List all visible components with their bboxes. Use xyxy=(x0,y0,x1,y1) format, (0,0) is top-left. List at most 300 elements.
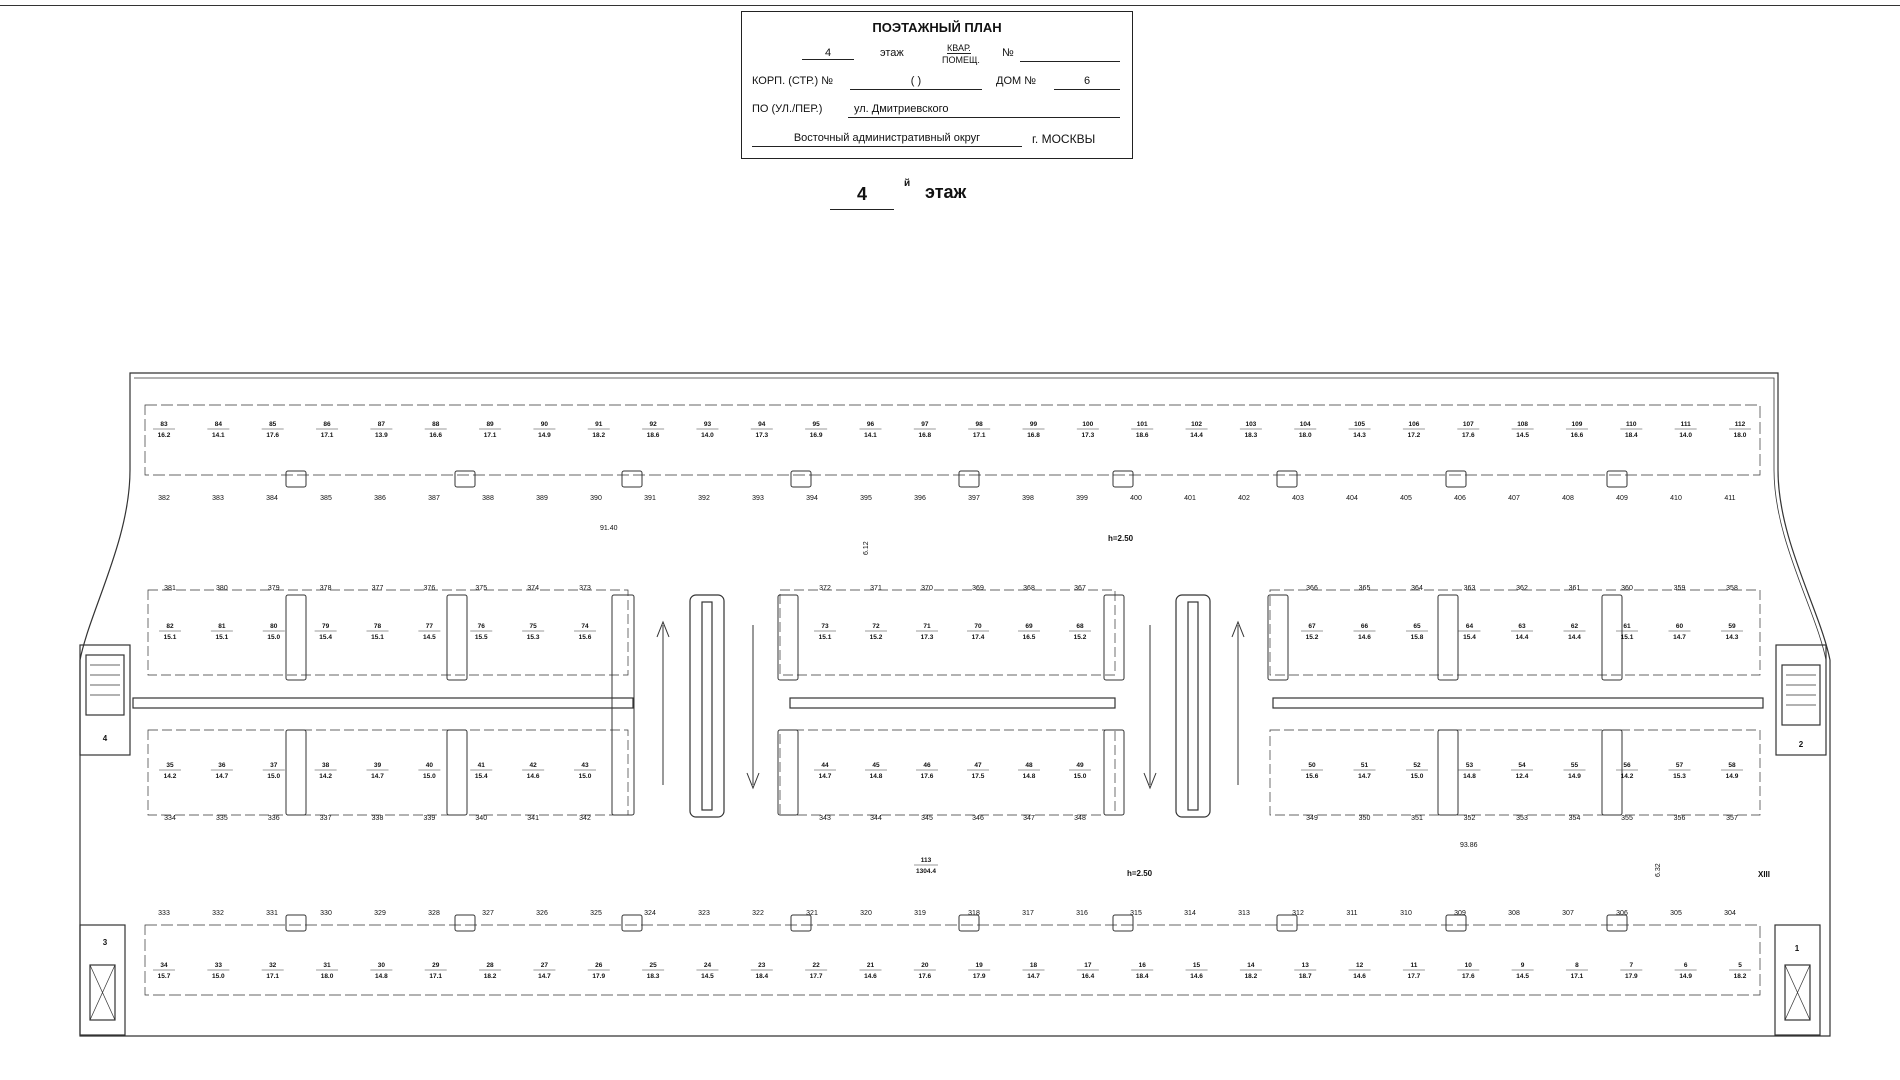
place-mid-lower-1: 335 xyxy=(216,815,228,822)
pier-8 xyxy=(286,730,306,815)
place-top-5: 387 xyxy=(428,495,440,502)
space-bottom-16-number: 18 xyxy=(1029,962,1038,969)
space-mid-lower-2-number: 37 xyxy=(270,762,278,769)
space-top-18-area: 18.6 xyxy=(1135,432,1149,439)
place-mid-upper-16: 365 xyxy=(1358,585,1371,592)
lift-right xyxy=(1775,925,1820,1035)
place-mid-lower-8: 342 xyxy=(579,815,591,822)
space-bottom-7-area: 14.7 xyxy=(538,973,551,980)
place-mid-upper-9: 372 xyxy=(819,585,831,592)
space-mid-lower-9-area: 14.7 xyxy=(818,773,832,780)
place-mid-upper-22: 359 xyxy=(1673,585,1686,592)
place-bottom-13: 320 xyxy=(860,910,872,917)
place-top-23: 405 xyxy=(1400,495,1412,502)
stamp-title: ПОЭТАЖНЫЙ ПЛАН xyxy=(872,20,1002,35)
place-top-3: 385 xyxy=(320,495,332,502)
space-mid-upper-6-area: 15.5 xyxy=(474,634,488,641)
space-mid-lower-3-number: 38 xyxy=(322,762,330,769)
place-top-13: 395 xyxy=(860,495,872,502)
space-top-20-area: 18.3 xyxy=(1244,432,1258,439)
space-top-21-number: 104 xyxy=(1299,421,1311,428)
place-mid-upper-1: 380 xyxy=(216,585,228,592)
place-mid-upper-5: 376 xyxy=(423,585,436,592)
space-mid-lower-7-area: 14.6 xyxy=(526,773,540,780)
place-bottom-4: 329 xyxy=(374,910,386,917)
place-mid-lower-3: 337 xyxy=(319,815,332,822)
space-mid-upper-5-number: 77 xyxy=(425,623,433,630)
place-mid-upper-4: 377 xyxy=(371,585,384,592)
space-mid-lower-6-number: 41 xyxy=(477,762,485,769)
column-bottom-4 xyxy=(959,915,979,931)
space-mid-upper-0-number: 82 xyxy=(166,623,174,630)
space-mid-lower-23-area: 14.9 xyxy=(1725,773,1739,780)
space-mid-lower-20-number: 55 xyxy=(1570,762,1579,769)
space-top-7-area: 14.9 xyxy=(538,432,551,439)
space-mid-upper-9-area: 15.1 xyxy=(818,634,832,641)
space-mid-upper-4-number: 78 xyxy=(373,623,382,630)
ramp-left xyxy=(690,595,724,817)
space-bottom-0-area: 15.7 xyxy=(157,973,171,980)
place-mid-lower-18: 352 xyxy=(1463,815,1476,822)
stamp-number-sign: № xyxy=(1002,47,1014,59)
column-top-6 xyxy=(1277,471,1297,487)
place-mid-lower-10: 344 xyxy=(870,815,882,822)
place-bottom-12: 321 xyxy=(806,910,818,917)
space-mid-upper-16-area: 14.6 xyxy=(1358,634,1371,641)
space-bottom-23-area: 17.7 xyxy=(1407,973,1421,980)
space-mid-upper-20-number: 62 xyxy=(1570,623,1579,630)
stamp-kvar-bottom: ПОМЕЩ. xyxy=(942,55,980,65)
column-bottom-8 xyxy=(1607,915,1627,931)
place-top-24: 406 xyxy=(1454,495,1466,502)
space-bottom-29-area: 18.2 xyxy=(1733,973,1747,980)
place-bottom-24: 309 xyxy=(1454,910,1466,917)
place-bottom-26: 307 xyxy=(1562,910,1574,917)
place-bottom-1: 332 xyxy=(212,910,224,917)
place-mid-lower-16: 350 xyxy=(1358,815,1371,822)
space-bottom-21-area: 18.7 xyxy=(1298,973,1312,980)
space-top-27-number: 110 xyxy=(1626,421,1637,428)
space-mid-lower-21-number: 56 xyxy=(1623,762,1631,769)
space-bottom-16-area: 14.7 xyxy=(1027,973,1040,980)
top-parking-zone xyxy=(145,405,1760,475)
place-mid-lower-4: 338 xyxy=(371,815,384,822)
area-right-label: 93.86 xyxy=(1460,842,1478,849)
place-mid-lower-9: 343 xyxy=(819,815,831,822)
space-bottom-4-area: 14.8 xyxy=(375,973,388,980)
place-top-17: 399 xyxy=(1076,495,1088,502)
space-bottom-8-number: 26 xyxy=(595,962,603,969)
place-top-14: 396 xyxy=(914,495,926,502)
space-bottom-10-number: 24 xyxy=(703,962,712,969)
space-mid-upper-21-area: 15.1 xyxy=(1620,634,1634,641)
space-top-0-number: 83 xyxy=(160,421,168,428)
space-top-22-area: 14.3 xyxy=(1353,432,1366,439)
space-top-1-number: 84 xyxy=(214,421,222,428)
column-top-0 xyxy=(286,471,306,487)
space-top-10-number: 93 xyxy=(703,421,712,428)
space-top-4-number: 87 xyxy=(377,421,385,428)
space-top-10-area: 14.0 xyxy=(701,432,714,439)
space-top-23-number: 106 xyxy=(1408,421,1420,428)
space-top-19-area: 14.4 xyxy=(1190,432,1203,439)
place-mid-upper-23: 358 xyxy=(1726,585,1738,592)
floor-heading-word: этаж xyxy=(925,182,967,202)
space-top-25-number: 108 xyxy=(1517,421,1529,428)
pier-1 xyxy=(447,595,467,680)
space-top-2-number: 85 xyxy=(269,421,277,428)
space-bottom-19-number: 15 xyxy=(1192,962,1201,969)
place-top-4: 386 xyxy=(374,495,386,502)
space-top-29-number: 112 xyxy=(1734,421,1746,428)
place-top-7: 389 xyxy=(536,495,548,502)
space-mid-upper-15-number: 67 xyxy=(1308,623,1316,630)
space-mid-lower-4-number: 39 xyxy=(373,762,382,769)
space-mid-lower-0-area: 14.2 xyxy=(163,773,177,780)
space-mid-lower-19-number: 54 xyxy=(1518,762,1526,769)
place-top-6: 388 xyxy=(482,495,494,502)
space-top-9-area: 18.6 xyxy=(646,432,660,439)
space-bottom-24-number: 10 xyxy=(1464,962,1472,969)
space-mid-upper-13-number: 69 xyxy=(1025,623,1033,630)
space-top-15-area: 17.1 xyxy=(972,432,986,439)
outer-wall xyxy=(80,373,1830,1036)
space-mid-lower-18-area: 14.8 xyxy=(1463,773,1476,780)
space-mid-upper-12-area: 17.4 xyxy=(971,634,985,641)
space-mid-lower-12-area: 17.5 xyxy=(971,773,985,780)
place-top-16: 398 xyxy=(1022,495,1034,502)
place-bottom-19: 314 xyxy=(1184,910,1196,917)
space-bottom-14-area: 17.6 xyxy=(918,973,932,980)
place-bottom-17: 316 xyxy=(1076,910,1088,917)
space-mid-upper-6-number: 76 xyxy=(477,623,485,630)
dim-mid-label: 6.12 xyxy=(863,541,870,555)
space-top-11-area: 17.3 xyxy=(755,432,769,439)
space-bottom-26-area: 17.1 xyxy=(1570,973,1584,980)
pier-10 xyxy=(778,730,798,815)
space-bottom-29-number: 5 xyxy=(1738,962,1742,969)
space-top-19-number: 102 xyxy=(1191,421,1202,428)
space-top-8-number: 91 xyxy=(595,421,603,428)
place-top-2: 384 xyxy=(266,495,278,502)
space-mid-lower-10-area: 14.8 xyxy=(869,773,883,780)
space-bottom-20-area: 18.2 xyxy=(1244,973,1258,980)
place-bottom-3: 330 xyxy=(320,910,332,917)
place-mid-lower-7: 341 xyxy=(527,815,539,822)
stamp-street-value: ул. Дмитриевского xyxy=(854,103,949,115)
space-mid-upper-15-area: 15.2 xyxy=(1305,634,1319,641)
place-top-22: 404 xyxy=(1346,495,1358,502)
space-mid-lower-23-number: 58 xyxy=(1728,762,1736,769)
space-bottom-23-number: 11 xyxy=(1410,962,1418,969)
place-top-19: 401 xyxy=(1184,495,1196,502)
space-mid-upper-11-number: 71 xyxy=(923,623,931,630)
place-mid-upper-19: 362 xyxy=(1516,585,1528,592)
place-bottom-16: 317 xyxy=(1022,910,1034,917)
space-mid-upper-2-area: 15.0 xyxy=(267,634,281,641)
space-mid-upper-7-number: 75 xyxy=(529,623,537,630)
space-mid-lower-8-area: 15.0 xyxy=(578,773,592,780)
space-mid-upper-8-area: 15.6 xyxy=(578,634,592,641)
left-divider-wall xyxy=(133,698,633,708)
space-top-7-number: 90 xyxy=(540,421,549,428)
space-mid-lower-20-area: 14.9 xyxy=(1568,773,1581,780)
space-top-1-area: 14.1 xyxy=(212,432,225,439)
space-bottom-0-number: 34 xyxy=(160,962,168,969)
space-top-27-area: 18.4 xyxy=(1624,432,1638,439)
place-mid-upper-11: 370 xyxy=(921,585,933,592)
space-top-16-number: 99 xyxy=(1029,421,1038,428)
space-top-15-number: 98 xyxy=(975,421,983,428)
place-mid-lower-13: 347 xyxy=(1023,815,1035,822)
space-top-23-area: 17.2 xyxy=(1407,432,1421,439)
place-mid-lower-2: 336 xyxy=(267,815,280,822)
place-mid-lower-23: 357 xyxy=(1726,815,1738,822)
column-bottom-2 xyxy=(622,915,642,931)
place-top-28: 410 xyxy=(1670,495,1682,502)
space-mid-lower-21-area: 14.2 xyxy=(1620,773,1634,780)
space-bottom-17-area: 16.4 xyxy=(1081,973,1095,980)
place-mid-lower-0: 334 xyxy=(164,815,176,822)
space-mid-upper-22-area: 14.7 xyxy=(1673,634,1686,641)
space-top-0-area: 16.2 xyxy=(157,432,171,439)
place-bottom-6: 327 xyxy=(482,910,494,917)
stamp-street-label: ПО (УЛ./ПЕР.) xyxy=(752,103,823,115)
space-mid-upper-8-number: 74 xyxy=(581,623,589,630)
space-mid-lower-16-number: 51 xyxy=(1360,762,1369,769)
place-mid-upper-0: 381 xyxy=(164,585,176,592)
stamp-dom-label: ДОМ № xyxy=(996,75,1037,87)
pier-2 xyxy=(612,595,634,815)
height-top-label: h=2.50 xyxy=(1108,534,1134,543)
stair-right-number: 2 xyxy=(1798,740,1804,749)
place-bottom-23: 310 xyxy=(1400,910,1412,917)
pier-11 xyxy=(1104,730,1124,815)
space-top-3-area: 17.1 xyxy=(320,432,334,439)
space-top-6-area: 17.1 xyxy=(483,432,497,439)
space-mid-lower-4-area: 14.7 xyxy=(371,773,384,780)
space-top-21-area: 18.0 xyxy=(1298,432,1312,439)
space-mid-upper-4-area: 15.1 xyxy=(371,634,384,641)
place-bottom-7: 326 xyxy=(536,910,548,917)
space-bottom-11-number: 23 xyxy=(758,962,766,969)
place-bottom-11: 322 xyxy=(752,910,764,917)
space-mid-lower-10-number: 45 xyxy=(872,762,880,769)
column-bottom-7 xyxy=(1446,915,1466,931)
left-upper-zone xyxy=(148,590,628,675)
column-top-3 xyxy=(791,471,811,487)
space-mid-lower-9-number: 44 xyxy=(821,762,829,769)
place-mid-upper-6: 375 xyxy=(475,585,488,592)
pier-3 xyxy=(778,595,798,680)
space-mid-lower-22-area: 15.3 xyxy=(1673,773,1686,780)
space-mid-lower-14-area: 15.0 xyxy=(1073,773,1087,780)
space-mid-upper-1-number: 81 xyxy=(218,623,226,630)
space-mid-lower-15-area: 15.6 xyxy=(1305,773,1319,780)
space-mid-lower-5-number: 40 xyxy=(425,762,433,769)
room-113-area: 1304.4 xyxy=(916,868,936,875)
space-bottom-28-number: 6 xyxy=(1683,962,1688,969)
space-bottom-13-number: 21 xyxy=(866,962,875,969)
space-mid-upper-3-area: 15.4 xyxy=(319,634,332,641)
place-top-15: 397 xyxy=(968,495,980,502)
space-mid-upper-18-area: 15.4 xyxy=(1463,634,1476,641)
space-bottom-8-area: 17.9 xyxy=(592,973,606,980)
space-mid-lower-19-area: 12.4 xyxy=(1515,773,1529,780)
space-top-14-number: 97 xyxy=(921,421,929,428)
stair-left-number: 4 xyxy=(102,734,108,743)
space-bottom-5-number: 29 xyxy=(432,962,440,969)
space-top-28-area: 14.0 xyxy=(1679,432,1692,439)
stamp-floor-label: этаж xyxy=(880,47,904,59)
space-top-5-area: 16.6 xyxy=(429,432,443,439)
place-mid-upper-18: 363 xyxy=(1463,585,1476,592)
space-mid-upper-21-number: 61 xyxy=(1623,623,1631,630)
space-mid-lower-17-area: 15.0 xyxy=(1410,773,1424,780)
space-top-13-number: 96 xyxy=(866,421,875,428)
space-top-24-area: 17.6 xyxy=(1461,432,1475,439)
space-bottom-25-number: 9 xyxy=(1520,962,1525,969)
pier-12 xyxy=(1438,730,1458,815)
area-top-label: 91.40 xyxy=(600,525,618,532)
column-top-1 xyxy=(455,471,475,487)
space-top-12-area: 16.9 xyxy=(809,432,823,439)
right-upper-zone xyxy=(1270,590,1760,675)
pier-5 xyxy=(1268,595,1288,680)
space-bottom-13-area: 14.6 xyxy=(864,973,877,980)
pier-0 xyxy=(286,595,306,680)
space-mid-upper-5-area: 14.5 xyxy=(423,634,436,641)
space-bottom-1-number: 33 xyxy=(214,962,222,969)
space-mid-upper-14-number: 68 xyxy=(1076,623,1084,630)
space-bottom-12-number: 22 xyxy=(812,962,820,969)
bottom-parking-zone xyxy=(145,925,1760,995)
space-mid-upper-10-number: 72 xyxy=(872,623,880,630)
space-labels xyxy=(153,421,1751,980)
room-113-number: 113 xyxy=(920,857,932,864)
space-top-17-area: 17.3 xyxy=(1081,432,1095,439)
pier-4 xyxy=(1104,595,1124,680)
space-top-13-area: 14.1 xyxy=(864,432,877,439)
space-mid-upper-7-area: 15.3 xyxy=(526,634,540,641)
space-top-5-number: 88 xyxy=(432,421,440,428)
stamp-city-value: г. МОСКВЫ xyxy=(1032,132,1096,146)
place-mid-upper-20: 361 xyxy=(1568,585,1581,592)
space-mid-lower-16-area: 14.7 xyxy=(1358,773,1371,780)
column-top-7 xyxy=(1446,471,1466,487)
space-bottom-6-area: 18.2 xyxy=(483,973,497,980)
place-bottom-25: 308 xyxy=(1508,910,1520,917)
ramp-left-inner xyxy=(702,602,712,810)
space-mid-lower-14-number: 49 xyxy=(1076,762,1084,769)
place-top-27: 409 xyxy=(1616,495,1628,502)
space-bottom-27-area: 17.9 xyxy=(1624,973,1638,980)
place-mid-lower-17: 351 xyxy=(1411,815,1423,822)
space-top-29-area: 18.0 xyxy=(1733,432,1747,439)
place-bottom-9: 324 xyxy=(644,910,656,917)
place-mid-lower-21: 355 xyxy=(1621,815,1633,822)
space-mid-upper-0-area: 15.1 xyxy=(163,634,177,641)
floor-heading-number: 4 xyxy=(830,184,894,210)
place-top-11: 393 xyxy=(752,495,764,502)
place-mid-upper-17: 364 xyxy=(1411,585,1423,592)
space-bottom-2-number: 32 xyxy=(269,962,277,969)
place-top-25: 407 xyxy=(1508,495,1520,502)
space-top-28-number: 111 xyxy=(1680,421,1691,428)
space-bottom-3-area: 18.0 xyxy=(320,973,334,980)
space-mid-lower-13-area: 14.8 xyxy=(1022,773,1036,780)
place-mid-upper-8: 373 xyxy=(579,585,591,592)
place-bottom-10: 323 xyxy=(698,910,710,917)
space-bottom-11-area: 18.4 xyxy=(755,973,769,980)
space-top-17-number: 100 xyxy=(1082,421,1094,428)
space-mid-lower-11-number: 46 xyxy=(923,762,931,769)
space-mid-upper-17-area: 15.8 xyxy=(1410,634,1424,641)
ramp-right xyxy=(1176,595,1210,817)
space-mid-upper-23-number: 59 xyxy=(1728,623,1736,630)
space-mid-upper-3-number: 79 xyxy=(322,623,330,630)
space-mid-lower-2-area: 15.0 xyxy=(267,773,281,780)
space-mid-upper-19-number: 63 xyxy=(1518,623,1526,630)
space-top-16-area: 16.8 xyxy=(1027,432,1040,439)
height-bottom-label: h=2.50 xyxy=(1127,869,1153,878)
place-bottom-2: 331 xyxy=(266,910,278,917)
place-mid-upper-21: 360 xyxy=(1621,585,1633,592)
center-upper-zone xyxy=(780,590,1115,675)
place-bottom-22: 311 xyxy=(1346,910,1358,917)
space-mid-lower-5-area: 15.0 xyxy=(423,773,436,780)
place-bottom-21: 312 xyxy=(1292,910,1304,917)
stamp-district-value: Восточный административный округ xyxy=(793,132,981,144)
space-mid-upper-11-area: 17.3 xyxy=(920,634,934,641)
roman-label: XIII xyxy=(1758,870,1771,879)
stamp-dom-value: 6 xyxy=(1083,75,1091,87)
pier-13 xyxy=(1602,730,1622,815)
space-bottom-26-number: 8 xyxy=(1575,962,1579,969)
place-top-1: 383 xyxy=(212,495,224,502)
space-bottom-4-number: 30 xyxy=(377,962,385,969)
place-top-20: 402 xyxy=(1238,495,1250,502)
space-bottom-15-area: 17.9 xyxy=(972,973,986,980)
space-bottom-22-area: 14.6 xyxy=(1353,973,1366,980)
space-bottom-6-number: 28 xyxy=(486,962,494,969)
column-bottom-0 xyxy=(286,915,306,931)
space-bottom-19-area: 14.6 xyxy=(1190,973,1203,980)
space-top-3-number: 86 xyxy=(323,421,331,428)
space-bottom-18-area: 18.4 xyxy=(1135,973,1149,980)
traffic-arrows xyxy=(657,622,1244,788)
space-mid-upper-10-area: 15.2 xyxy=(869,634,883,641)
floor-heading-suffix: й xyxy=(904,178,911,189)
place-mid-upper-14: 367 xyxy=(1074,585,1086,592)
stamp-kvar-top: КВАР. xyxy=(947,43,971,53)
space-bottom-21-number: 13 xyxy=(1301,962,1309,969)
place-bottom-28: 305 xyxy=(1670,910,1682,917)
space-mid-lower-18-number: 53 xyxy=(1465,762,1474,769)
center-divider-wall xyxy=(790,698,1115,708)
place-top-18: 400 xyxy=(1130,495,1142,502)
column-top-4 xyxy=(959,471,979,487)
column-bottom-5 xyxy=(1113,915,1133,931)
place-top-12: 394 xyxy=(806,495,818,502)
column-bottom-3 xyxy=(791,915,811,931)
place-bottom-8: 325 xyxy=(590,910,602,917)
structural-columns xyxy=(286,471,1627,931)
column-top-8 xyxy=(1607,471,1627,487)
space-mid-upper-2-number: 80 xyxy=(270,623,278,630)
space-mid-upper-18-number: 64 xyxy=(1465,623,1474,630)
space-bottom-28-area: 14.9 xyxy=(1679,973,1692,980)
